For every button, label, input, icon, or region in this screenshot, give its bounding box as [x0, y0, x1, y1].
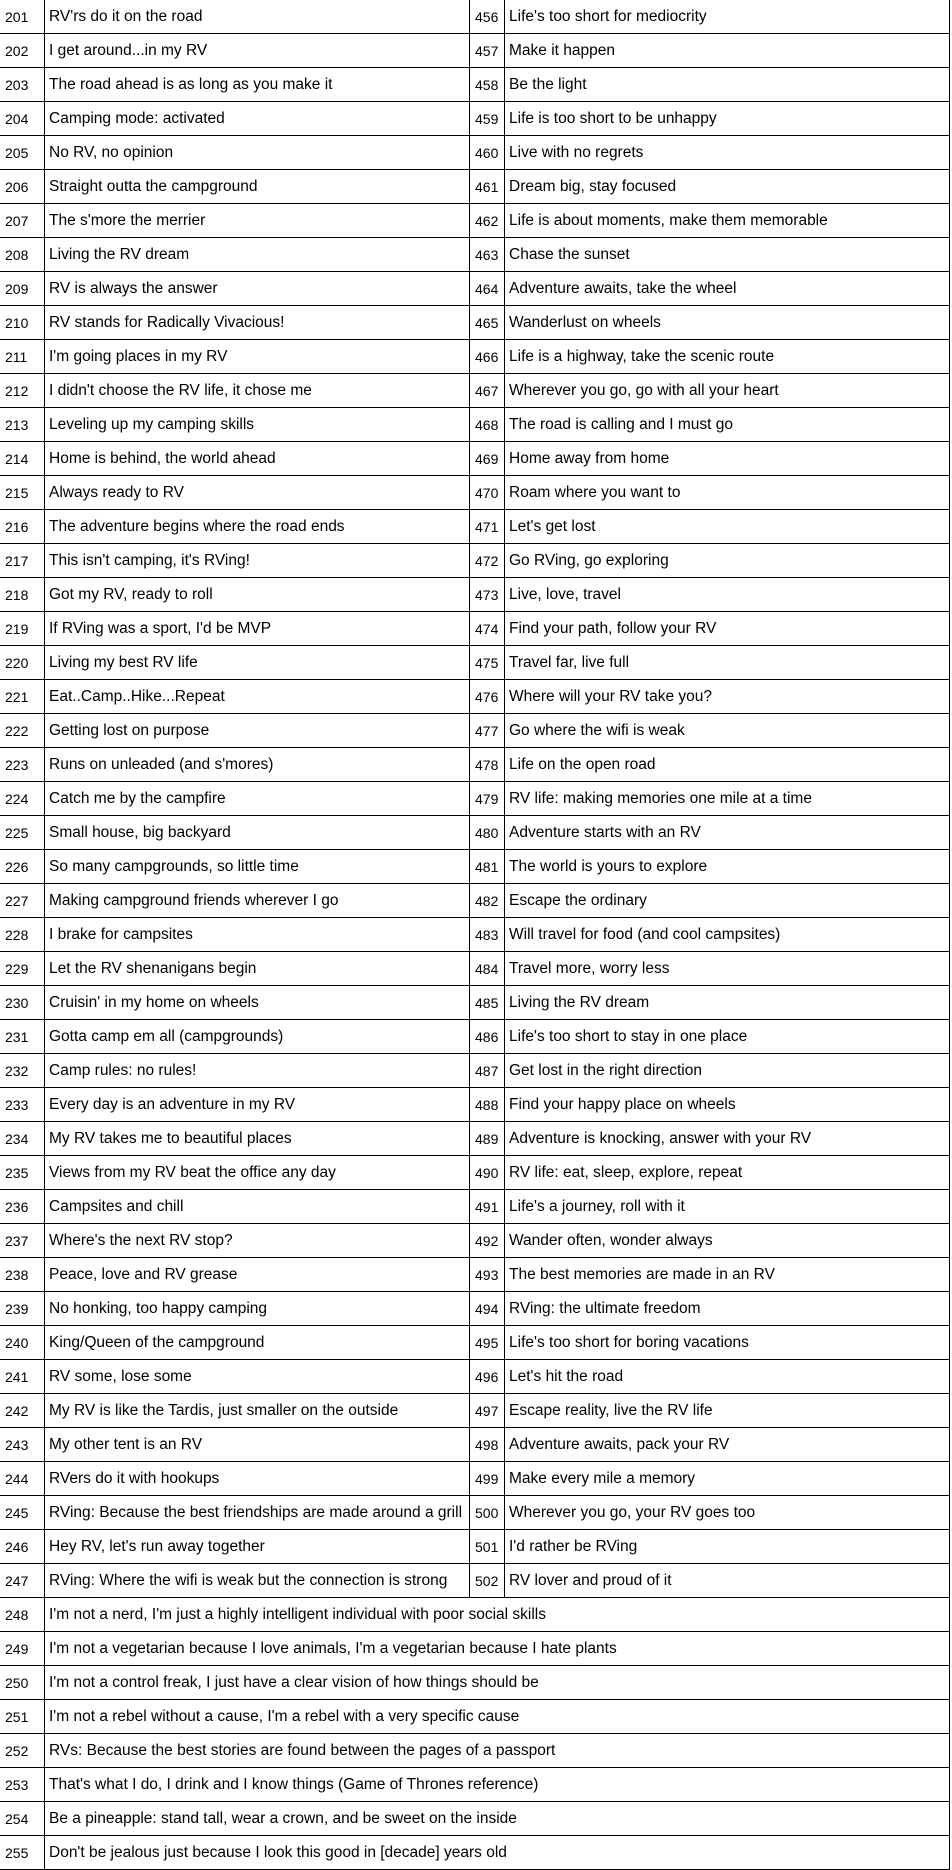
table-row — [0, 1530, 952, 1564]
row-number-cell[interactable]: 230 — [0, 986, 45, 1020]
phrase-cell[interactable]: Home away from home — [505, 442, 950, 476]
phrase-cell[interactable]: The best memories are made in an RV — [505, 1258, 950, 1292]
row-number-cell[interactable]: 491 — [470, 1190, 505, 1224]
phrase-cell[interactable]: Views from my RV beat the office any day — [45, 1156, 470, 1190]
phrase-cell[interactable]: So many campgrounds, so little time — [45, 850, 470, 884]
table-row — [0, 476, 952, 510]
phrase-cell[interactable]: Find your path, follow your RV — [505, 612, 950, 646]
row-number-cell[interactable]: 465 — [470, 306, 505, 340]
table-row — [0, 1496, 952, 1530]
phrase-cell[interactable]: Got my RV, ready to roll — [45, 578, 470, 612]
table-row — [0, 442, 952, 476]
row-number-cell[interactable]: 246 — [0, 1530, 45, 1564]
phrase-cell[interactable]: Where's the next RV stop? — [45, 1224, 470, 1258]
row-number-cell[interactable]: 475 — [470, 646, 505, 680]
phrase-cell[interactable]: RVs: Because the best stories are found between the pages of a passport — [45, 1734, 950, 1768]
phrase-cell[interactable]: Will travel for food (and cool campsites) — [505, 918, 950, 952]
row-number-cell[interactable]: 482 — [470, 884, 505, 918]
table-row — [0, 374, 952, 408]
row-number-cell[interactable]: 219 — [0, 612, 45, 646]
row-number-cell[interactable]: 470 — [470, 476, 505, 510]
row-number-cell[interactable]: 249 — [0, 1632, 45, 1666]
row-number-cell[interactable]: 492 — [470, 1224, 505, 1258]
phrase-cell[interactable]: Live with no regrets — [505, 136, 950, 170]
row-number-cell[interactable]: 474 — [470, 612, 505, 646]
row-number-cell[interactable]: 473 — [470, 578, 505, 612]
table-row — [0, 918, 952, 952]
row-number-cell[interactable]: 469 — [470, 442, 505, 476]
row-number-cell[interactable]: 237 — [0, 1224, 45, 1258]
row-number-cell[interactable]: 235 — [0, 1156, 45, 1190]
row-number-cell[interactable]: 207 — [0, 204, 45, 238]
table-row — [0, 612, 952, 646]
row-number-cell[interactable]: 471 — [470, 510, 505, 544]
table-row — [0, 306, 952, 340]
table-row — [0, 782, 952, 816]
row-number-cell[interactable]: 221 — [0, 680, 45, 714]
row-number-cell[interactable]: 203 — [0, 68, 45, 102]
row-number-cell[interactable]: 227 — [0, 884, 45, 918]
phrase-cell[interactable]: Adventure awaits, pack your RV — [505, 1428, 950, 1462]
row-number-cell[interactable]: 226 — [0, 850, 45, 884]
row-number-cell[interactable]: 487 — [470, 1054, 505, 1088]
table-row — [0, 714, 952, 748]
phrase-cell[interactable]: I'm not a control freak, I just have a clear vision of how things should be — [45, 1666, 950, 1700]
table-row — [0, 1768, 952, 1802]
phrase-cell[interactable]: RV is always the answer — [45, 272, 470, 306]
row-number-cell[interactable]: 214 — [0, 442, 45, 476]
phrase-cell[interactable]: If RVing was a sport, I'd be MVP — [45, 612, 470, 646]
phrase-cell[interactable]: Wander often, wonder always — [505, 1224, 950, 1258]
phrase-cell[interactable]: I get around...in my RV — [45, 34, 470, 68]
phrase-cell[interactable]: Dream big, stay focused — [505, 170, 950, 204]
row-number-cell[interactable]: 478 — [470, 748, 505, 782]
row-number-cell[interactable]: 213 — [0, 408, 45, 442]
row-number-cell[interactable]: 480 — [470, 816, 505, 850]
row-number-cell[interactable]: 228 — [0, 918, 45, 952]
table-row — [0, 170, 952, 204]
table-row — [0, 510, 952, 544]
row-number-cell[interactable]: 490 — [470, 1156, 505, 1190]
phrase-cell[interactable]: Living my best RV life — [45, 646, 470, 680]
row-number-cell[interactable]: 223 — [0, 748, 45, 782]
table-row — [0, 102, 952, 136]
table-row — [0, 1292, 952, 1326]
phrase-cell[interactable]: The road is calling and I must go — [505, 408, 950, 442]
phrase-cell[interactable]: Roam where you want to — [505, 476, 950, 510]
row-number-cell[interactable]: 211 — [0, 340, 45, 374]
row-number-cell[interactable]: 217 — [0, 544, 45, 578]
row-number-cell[interactable]: 229 — [0, 952, 45, 986]
table-row — [0, 1326, 952, 1360]
row-number-cell[interactable]: 208 — [0, 238, 45, 272]
phrase-cell[interactable]: Where will your RV take you? — [505, 680, 950, 714]
row-number-cell[interactable]: 496 — [470, 1360, 505, 1394]
phrase-cell[interactable]: Travel far, live full — [505, 646, 950, 680]
phrase-cell[interactable]: RVers do it with hookups — [45, 1462, 470, 1496]
phrase-cell[interactable]: Life is a highway, take the scenic route — [505, 340, 950, 374]
phrase-cell[interactable]: Adventure is knocking, answer with your RV — [505, 1122, 950, 1156]
row-number-cell[interactable]: 459 — [470, 102, 505, 136]
row-number-cell[interactable]: 498 — [470, 1428, 505, 1462]
phrase-cell[interactable]: I'm not a vegetarian because I love animals, I'm a vegetarian because I hate plants — [45, 1632, 950, 1666]
phrase-cell[interactable]: Straight outta the campground — [45, 170, 470, 204]
phrase-cell[interactable]: Be the light — [505, 68, 950, 102]
phrase-cell[interactable]: Get lost in the right direction — [505, 1054, 950, 1088]
row-number-cell[interactable]: 464 — [470, 272, 505, 306]
row-number-cell[interactable]: 205 — [0, 136, 45, 170]
phrase-cell[interactable]: Life is too short to be unhappy — [505, 102, 950, 136]
phrase-cell[interactable]: Living the RV dream — [505, 986, 950, 1020]
phrase-cell[interactable]: Small house, big backyard — [45, 816, 470, 850]
row-number-cell[interactable]: 202 — [0, 34, 45, 68]
row-number-cell[interactable]: 457 — [470, 34, 505, 68]
row-number-cell[interactable]: 462 — [470, 204, 505, 238]
phrase-cell[interactable]: Life's too short for mediocrity — [505, 0, 950, 34]
phrase-cell[interactable]: Life's a journey, roll with it — [505, 1190, 950, 1224]
row-number-cell[interactable]: 250 — [0, 1666, 45, 1700]
phrase-cell[interactable]: Catch me by the campfire — [45, 782, 470, 816]
table-row — [0, 1632, 952, 1666]
phrase-cell[interactable]: Wanderlust on wheels — [505, 306, 950, 340]
phrase-cell[interactable]: Let's get lost — [505, 510, 950, 544]
table-row — [0, 408, 952, 442]
row-number-cell[interactable]: 242 — [0, 1394, 45, 1428]
table-row — [0, 136, 952, 170]
row-number-cell[interactable]: 254 — [0, 1802, 45, 1836]
table-row — [0, 1428, 952, 1462]
phrase-cell[interactable]: I'm not a rebel without a cause, I'm a rebel with a very specific cause — [45, 1700, 950, 1734]
row-number-cell[interactable]: 243 — [0, 1428, 45, 1462]
table-row — [0, 1734, 952, 1768]
phrase-cell[interactable]: Every day is an adventure in my RV — [45, 1088, 470, 1122]
phrase-cell[interactable]: RV lover and proud of it — [505, 1564, 950, 1598]
table-row — [0, 1088, 952, 1122]
row-number-cell[interactable]: 476 — [470, 680, 505, 714]
row-number-cell[interactable]: 233 — [0, 1088, 45, 1122]
row-number-cell[interactable]: 460 — [470, 136, 505, 170]
phrase-cell[interactable]: Chase the sunset — [505, 238, 950, 272]
phrase-cell[interactable]: Wherever you go, go with all your heart — [505, 374, 950, 408]
table-row — [0, 68, 952, 102]
table-row — [0, 1020, 952, 1054]
row-number-cell[interactable]: 456 — [470, 0, 505, 34]
table-row — [0, 1054, 952, 1088]
row-number-cell[interactable]: 204 — [0, 102, 45, 136]
phrase-cell[interactable]: Let the RV shenanigans begin — [45, 952, 470, 986]
row-number-cell[interactable]: 479 — [470, 782, 505, 816]
row-number-cell[interactable]: 216 — [0, 510, 45, 544]
table-row — [0, 1598, 952, 1632]
table-row — [0, 0, 952, 34]
row-number-cell[interactable]: 209 — [0, 272, 45, 306]
table-row — [0, 1564, 952, 1598]
phrase-cell[interactable]: The world is yours to explore — [505, 850, 950, 884]
phrase-cell[interactable]: Travel more, worry less — [505, 952, 950, 986]
phrase-cell[interactable]: I'd rather be RVing — [505, 1530, 950, 1564]
phrase-cell[interactable]: Wherever you go, your RV goes too — [505, 1496, 950, 1530]
phrase-cell[interactable]: My other tent is an RV — [45, 1428, 470, 1462]
phrase-cell[interactable]: Leveling up my camping skills — [45, 408, 470, 442]
table-row — [0, 578, 952, 612]
row-number-cell[interactable]: 236 — [0, 1190, 45, 1224]
table-row — [0, 1224, 952, 1258]
row-number-cell[interactable]: 467 — [470, 374, 505, 408]
row-number-cell[interactable]: 463 — [470, 238, 505, 272]
table-row — [0, 238, 952, 272]
table-row — [0, 1666, 952, 1700]
row-number-cell[interactable]: 220 — [0, 646, 45, 680]
row-number-cell[interactable]: 488 — [470, 1088, 505, 1122]
phrase-cell[interactable]: Escape reality, live the RV life — [505, 1394, 950, 1428]
table-row — [0, 1700, 952, 1734]
phrase-cell[interactable]: Making campground friends wherever I go — [45, 884, 470, 918]
table-row — [0, 1360, 952, 1394]
phrase-cell[interactable]: RVing: Because the best friendships are made around a grill — [45, 1496, 470, 1530]
phrase-cell[interactable]: Be a pineapple: stand tall, wear a crown, and be sweet on the inside — [45, 1802, 950, 1836]
phrase-cell[interactable]: Always ready to RV — [45, 476, 470, 510]
row-number-cell[interactable]: 495 — [470, 1326, 505, 1360]
phrase-cell[interactable]: Go where the wifi is weak — [505, 714, 950, 748]
phrase-cell[interactable]: Hey RV, let's run away together — [45, 1530, 470, 1564]
phrase-cell[interactable]: Find your happy place on wheels — [505, 1088, 950, 1122]
row-number-cell[interactable]: 248 — [0, 1598, 45, 1632]
phrase-cell[interactable]: Life on the open road — [505, 748, 950, 782]
row-number-cell[interactable]: 485 — [470, 986, 505, 1020]
row-number-cell[interactable]: 472 — [470, 544, 505, 578]
phrase-cell[interactable]: Living the RV dream — [45, 238, 470, 272]
row-number-cell[interactable]: 483 — [470, 918, 505, 952]
phrase-cell[interactable]: Life's too short to stay in one place — [505, 1020, 950, 1054]
row-number-cell[interactable]: 215 — [0, 476, 45, 510]
phrase-cell[interactable]: Getting lost on purpose — [45, 714, 470, 748]
phrase-cell[interactable]: RVing: the ultimate freedom — [505, 1292, 950, 1326]
row-number-cell[interactable]: 500 — [470, 1496, 505, 1530]
table-row — [0, 34, 952, 68]
phrase-cell[interactable]: Peace, love and RV grease — [45, 1258, 470, 1292]
row-number-cell[interactable]: 212 — [0, 374, 45, 408]
table-row — [0, 340, 952, 374]
phrase-cell[interactable]: I'm going places in my RV — [45, 340, 470, 374]
phrase-cell[interactable]: Life's too short for boring vacations — [505, 1326, 950, 1360]
phrase-cell[interactable]: RV life: making memories one mile at a time — [505, 782, 950, 816]
row-number-cell[interactable]: 494 — [470, 1292, 505, 1326]
row-number-cell[interactable]: 231 — [0, 1020, 45, 1054]
row-number-cell[interactable]: 253 — [0, 1768, 45, 1802]
phrase-cell[interactable]: Camping mode: activated — [45, 102, 470, 136]
phrase-cell[interactable]: RVing: Where the wifi is weak but the connection is strong — [45, 1564, 470, 1598]
table-row — [0, 204, 952, 238]
phrase-cell[interactable]: Life is about moments, make them memorable — [505, 204, 950, 238]
phrase-cell[interactable]: RV some, lose some — [45, 1360, 470, 1394]
row-number-cell[interactable]: 255 — [0, 1836, 45, 1870]
row-number-cell[interactable]: 493 — [470, 1258, 505, 1292]
row-number-cell[interactable]: 466 — [470, 340, 505, 374]
phrase-cell[interactable]: Camp rules: no rules! — [45, 1054, 470, 1088]
row-number-cell[interactable]: 222 — [0, 714, 45, 748]
phrase-cell[interactable]: RV stands for Radically Vivacious! — [45, 306, 470, 340]
table-row — [0, 1122, 952, 1156]
phrase-cell[interactable]: The road ahead is as long as you make it — [45, 68, 470, 102]
phrase-cell[interactable]: Cruisin' in my home on wheels — [45, 986, 470, 1020]
table-row — [0, 1258, 952, 1292]
phrase-cell[interactable]: No RV, no opinion — [45, 136, 470, 170]
row-number-cell[interactable]: 252 — [0, 1734, 45, 1768]
phrase-cell[interactable]: Adventure awaits, take the wheel — [505, 272, 950, 306]
phrase-cell[interactable]: Adventure starts with an RV — [505, 816, 950, 850]
phrase-cell[interactable]: Make every mile a memory — [505, 1462, 950, 1496]
table-row — [0, 748, 952, 782]
table-row — [0, 1156, 952, 1190]
row-number-cell[interactable]: 240 — [0, 1326, 45, 1360]
phrase-cell[interactable]: I brake for campsites — [45, 918, 470, 952]
phrase-cell[interactable]: RV'rs do it on the road — [45, 0, 470, 34]
row-number-cell[interactable]: 486 — [470, 1020, 505, 1054]
phrase-cell[interactable]: My RV takes me to beautiful places — [45, 1122, 470, 1156]
row-number-cell[interactable]: 489 — [470, 1122, 505, 1156]
row-number-cell[interactable]: 201 — [0, 0, 45, 34]
table-row — [0, 1836, 952, 1870]
phrase-cell[interactable]: RV life: eat, sleep, explore, repeat — [505, 1156, 950, 1190]
phrase-cell[interactable]: Escape the ordinary — [505, 884, 950, 918]
table-row — [0, 816, 952, 850]
phrase-cell[interactable]: Home is behind, the world ahead — [45, 442, 470, 476]
row-number-cell[interactable]: 477 — [470, 714, 505, 748]
row-number-cell[interactable]: 461 — [470, 170, 505, 204]
row-number-cell[interactable]: 232 — [0, 1054, 45, 1088]
phrase-cell[interactable]: The s'more the merrier — [45, 204, 470, 238]
row-number-cell[interactable]: 224 — [0, 782, 45, 816]
table-row — [0, 544, 952, 578]
phrase-cell[interactable]: I'm not a nerd, I'm just a highly intelligent individual with poor social skills — [45, 1598, 950, 1632]
row-number-cell[interactable]: 206 — [0, 170, 45, 204]
row-number-cell[interactable]: 468 — [470, 408, 505, 442]
phrase-cell[interactable]: Gotta camp em all (campgrounds) — [45, 1020, 470, 1054]
row-number-cell[interactable]: 241 — [0, 1360, 45, 1394]
row-number-cell[interactable]: 501 — [470, 1530, 505, 1564]
row-number-cell[interactable]: 210 — [0, 306, 45, 340]
phrase-cell[interactable]: King/Queen of the campground — [45, 1326, 470, 1360]
table-row — [0, 680, 952, 714]
phrase-cell[interactable]: Runs on unleaded (and s'mores) — [45, 748, 470, 782]
row-number-cell[interactable]: 481 — [470, 850, 505, 884]
phrase-cell[interactable]: Eat..Camp..Hike...Repeat — [45, 680, 470, 714]
row-number-cell[interactable]: 484 — [470, 952, 505, 986]
table-row — [0, 986, 952, 1020]
row-number-cell[interactable]: 247 — [0, 1564, 45, 1598]
phrase-cell[interactable]: No honking, too happy camping — [45, 1292, 470, 1326]
phrase-cell[interactable]: I didn't choose the RV life, it chose me — [45, 374, 470, 408]
phrase-cell[interactable]: Make it happen — [505, 34, 950, 68]
phrase-cell[interactable]: Go RVing, go exploring — [505, 544, 950, 578]
table-row — [0, 952, 952, 986]
row-number-cell[interactable]: 218 — [0, 578, 45, 612]
row-number-cell[interactable]: 225 — [0, 816, 45, 850]
phrase-cell[interactable]: The adventure begins where the road ends — [45, 510, 470, 544]
table-row — [0, 884, 952, 918]
row-number-cell[interactable]: 458 — [470, 68, 505, 102]
row-number-cell[interactable]: 239 — [0, 1292, 45, 1326]
row-number-cell[interactable]: 245 — [0, 1496, 45, 1530]
table-row — [0, 850, 952, 884]
table-row — [0, 646, 952, 680]
phrase-cell[interactable]: That's what I do, I drink and I know things (Game of Thrones reference) — [45, 1768, 950, 1802]
row-number-cell[interactable]: 497 — [470, 1394, 505, 1428]
row-number-cell[interactable]: 499 — [470, 1462, 505, 1496]
phrase-cell[interactable]: This isn't camping, it's RVing! — [45, 544, 470, 578]
table-row — [0, 1802, 952, 1836]
row-number-cell[interactable]: 251 — [0, 1700, 45, 1734]
phrase-cell[interactable]: My RV is like the Tardis, just smaller on the outside — [45, 1394, 470, 1428]
row-number-cell[interactable]: 238 — [0, 1258, 45, 1292]
phrase-cell[interactable]: Let's hit the road — [505, 1360, 950, 1394]
table-row — [0, 1394, 952, 1428]
row-number-cell[interactable]: 244 — [0, 1462, 45, 1496]
table-row — [0, 272, 952, 306]
table-row — [0, 1190, 952, 1224]
phrase-cell[interactable]: Don't be jealous just because I look this good in [decade] years old — [45, 1836, 950, 1870]
phrase-cell[interactable]: Campsites and chill — [45, 1190, 470, 1224]
phrase-cell[interactable]: Live, love, travel — [505, 578, 950, 612]
row-number-cell[interactable]: 502 — [470, 1564, 505, 1598]
table-row — [0, 1462, 952, 1496]
row-number-cell[interactable]: 234 — [0, 1122, 45, 1156]
